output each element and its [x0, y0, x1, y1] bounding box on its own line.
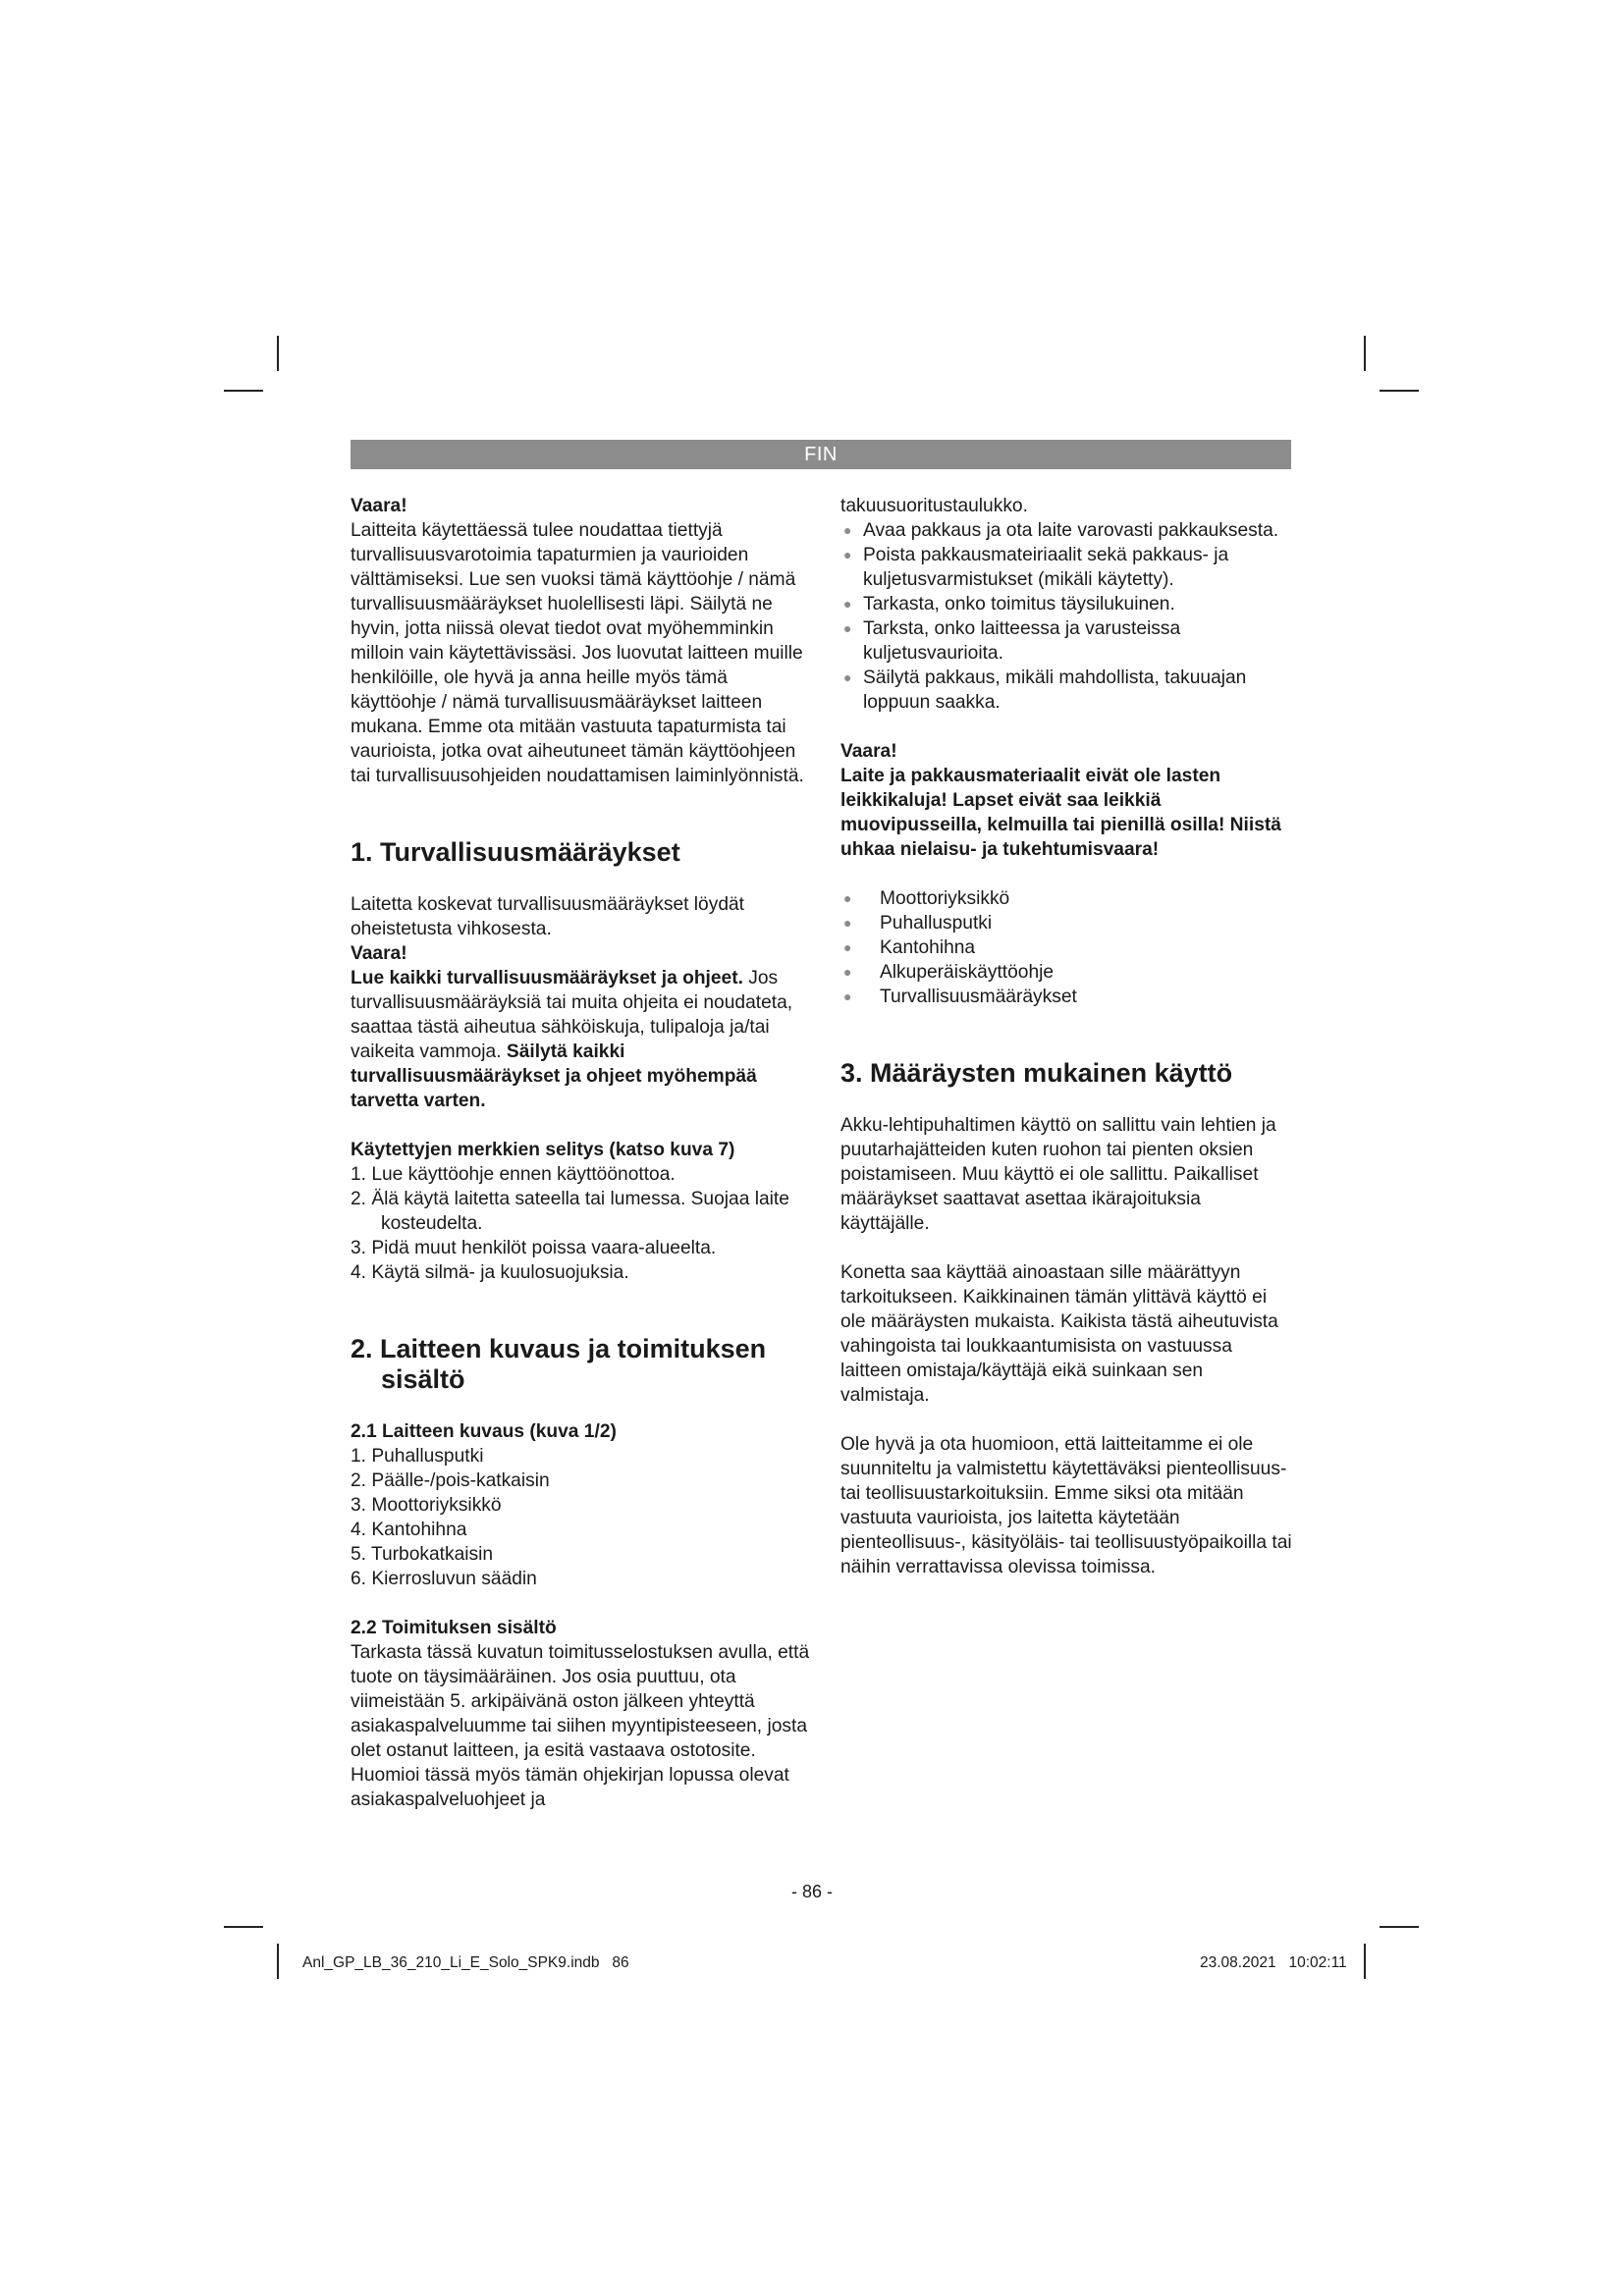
section-1-warning: Vaara!: [351, 943, 407, 964]
list-item: ● Säilytä pakkaus, mikäli mahdollista, takuuajan loppuun saakka.: [843, 667, 1247, 713]
crop-mark: [1364, 336, 1366, 371]
bullet-icon: ●: [843, 596, 852, 612]
crop-mark: [277, 336, 279, 371]
list-item: 4. Käytä silmä- ja kuulosuojuksia.: [351, 1262, 629, 1283]
section-1-bold-2: Säilytä kaikki turvallisuusmääräykset ja ohjeet myöhempää tarvetta varten.: [351, 1041, 757, 1111]
parts-list: [351, 1444, 812, 1591]
language-header: FIN: [351, 440, 1291, 469]
list-item: ● Puhallusputki: [843, 913, 993, 934]
signs-title: Käytettyjen merkkien selitys (katso kuva 7): [351, 1140, 735, 1160]
list-item: 6. Kierrosluvun säädin: [351, 1569, 537, 1589]
list-item: ● Moottoriyksikkö: [843, 888, 1010, 909]
warning-text: Laite ja pakkausmateriaalit eivät ole lasten leikkikaluja! Lapset eivät saa leikkiä muovipusseilla, kelmuilla tai pienillä osilla! Niistä uhkaa nielaisu- ja tukehtumisvaara!: [840, 766, 1281, 860]
section-1-body: [351, 966, 812, 1113]
left-column: [351, 494, 812, 1812]
list-item: 3. Moottoriyksikkö: [351, 1495, 502, 1516]
section-3-paragraph-2: Konetta saa käyttää ainoastaan sille määrättyyn tarkoitukseen. Kaikkinainen tämän ylittävä käyttö ei ole määräysten mukaista. Kaikista tästä aiheutuvista vahingoista tai loukkaantumisista on vastuussa laitteen omistaja/käyttäjä eikä suinkaan sen valmistaja.: [840, 1262, 1278, 1406]
list-item: 3. Pidä muut henkilöt poissa vaara-alueelta.: [351, 1238, 717, 1258]
crop-mark: [224, 390, 263, 392]
section-2-title: [351, 1334, 812, 1395]
bullet-icon: ●: [843, 669, 852, 685]
list-item: 1. Puhallusputki: [351, 1446, 484, 1467]
crop-mark: [1364, 1944, 1366, 1979]
section-2-1-title: 2.1 Laitteen kuvaus (kuva 1/2): [351, 1421, 617, 1442]
crop-mark: [277, 1944, 279, 1979]
bullet-icon: ●: [843, 547, 852, 562]
section-1-text: Laitetta koskevat turvallisuusmääräykset löydät oheistetusta vihkosesta.: [351, 894, 744, 939]
signs-list: [351, 1162, 812, 1285]
page-number: - 86 -: [790, 1882, 833, 1901]
list-item: ● Turvallisuusmääräykset: [843, 987, 1077, 1007]
continued-text: takuusuoritustaulukko.: [840, 496, 1028, 516]
list-item: ● Alkuperäiskäyttöohje: [843, 962, 1055, 983]
bullet-icon: ●: [843, 939, 852, 955]
section-2-2-title: 2.2 Toimituksen sisältö: [351, 1618, 557, 1638]
crop-mark: [1380, 390, 1419, 392]
file-slug: Anl_GP_LB_36_210_Li_E_Solo_SPK9.indb 86: [302, 1954, 629, 1971]
list-item: ● Tarkasta, onko toimitus täysilukuinen.: [843, 594, 1175, 614]
list-item: ● Tarksta, onko laitteessa ja varusteissa kuljetusvaurioita.: [843, 618, 1181, 664]
crop-mark: [1380, 1926, 1419, 1928]
bullet-icon: ●: [843, 522, 852, 538]
list-item: 5. Turbokatkaisin: [351, 1544, 494, 1565]
intro-text: Laitteita käytettäessä tulee noudattaa tiettyjä turvallisuusvarotoimia tapaturmien ja vaurioiden välttämiseksi. Lue sen vuoksi tämä käyttöohje / nämä turvallisuusmääräykset huolellisesti läpi. Säilytä ne hyvin, jotta niissä olevat tiedot ovat myöhemminkin milloin vain käytettävissäsi. Jos luovutat laitteen muille henkilöille, ole hyvä ja anna heille myös tämä käyttöohje / nämä turvallisuusmääräykset laitteen mukana. Emme ota mitään vastuuta tapaturmista tai vaurioista, jotka ovat aiheutuneet tämän käyttöohjeen tai turvallisuusohjeiden noudattamisen laiminlyönnistä.: [351, 520, 804, 786]
section-2-2-text: Tarkasta tässä kuvatun toimitusselostuksen avulla, että tuote on täysimääräinen. Jos osia puuttuu, ota viimeistään 5. arkipäivänä oston jälkeen yhteyttä asiakaspalveluumme tai siihen myyntipisteeseen, josta olet ostanut laitteen, ja esitä vastaava ostotosite. Huomioi tässä myös tämän ohjekirjan lopussa olevat asiakaspalveluohjeet ja: [351, 1642, 810, 1810]
warning-heading: Vaara!: [840, 741, 897, 762]
section-3-paragraph-1: Akku-lehtipuhaltimen käyttö on sallittu vain lehtien ja puutarhajätteiden kuten ruohon tai pienten oksien poistamiseen. Muu käyttö ei ole sallittu. Paikalliset määräykset saattavat asettaa ikärajoituksia käyttäjälle.: [840, 1115, 1276, 1234]
date-slug: 23.08.2021 10:02:11: [1200, 1954, 1347, 1971]
bullet-icon: ●: [843, 915, 852, 931]
section-1-bold-1: Lue kaikki turvallisuusmääräykset ja ohjeet.: [351, 968, 743, 988]
crop-mark: [224, 1926, 263, 1928]
bullet-icon: ●: [843, 964, 852, 980]
list-item: 2. Älä käytä laitetta sateella tai lumessa. Suojaa laite kosteudelta.: [351, 1189, 789, 1234]
list-item: ● Kantohihna: [843, 937, 976, 958]
list-item: 4. Kantohihna: [351, 1520, 467, 1540]
contents-list: [840, 886, 1292, 1009]
bullet-icon: ●: [843, 890, 852, 906]
section-1-text-2: Jos turvallisuusmääräyksiä tai muita ohjeita ei noudateta, saattaa tästä aiheutua sähköiskuja, tulipaloja ja/tai vaikeita vammoja.: [351, 968, 793, 1062]
section-3-paragraph-3: Ole hyvä ja ota huomioon, että laitteitamme ei ole suunniteltu ja valmistettu käytettäväksi pienteollisuus- tai teollisuustarkoituksiin. Emme siksi ota mitään vastuuta vaurioista, jos laitetta käytetään pienteollisuus-, käsityöläis- tai teollisuustyöpaikoilla tai näihin verrattavissa olevissa toimissa.: [840, 1434, 1292, 1577]
bullet-icon: ●: [843, 988, 852, 1004]
bullet-icon: ●: [843, 620, 852, 636]
right-column: [840, 494, 1292, 1579]
list-item: ● Poista pakkausmateiriaalit sekä pakkaus- ja kuljetusvarmistukset (mikäli käytetty).: [843, 545, 1229, 590]
unpack-list: [840, 518, 1292, 715]
list-item: 1. Lue käyttöohje ennen käyttöönottoa.: [351, 1164, 676, 1185]
section-3-title: 3. Määräysten mukainen käyttö: [840, 1058, 1233, 1088]
intro-warning-heading: Vaara!: [351, 496, 407, 516]
section-2-title-line-2: sisältö: [381, 1364, 465, 1394]
section-2-title-line-1: 2. Laitteen kuvaus ja toimituksen: [351, 1334, 767, 1363]
section-1-title: 1. Turvallisuusmääräykset: [351, 837, 680, 867]
list-item: ● Avaa pakkaus ja ota laite varovasti pakkauksesta.: [843, 520, 1279, 541]
list-item: 2. Päälle-/pois-katkaisin: [351, 1470, 550, 1491]
